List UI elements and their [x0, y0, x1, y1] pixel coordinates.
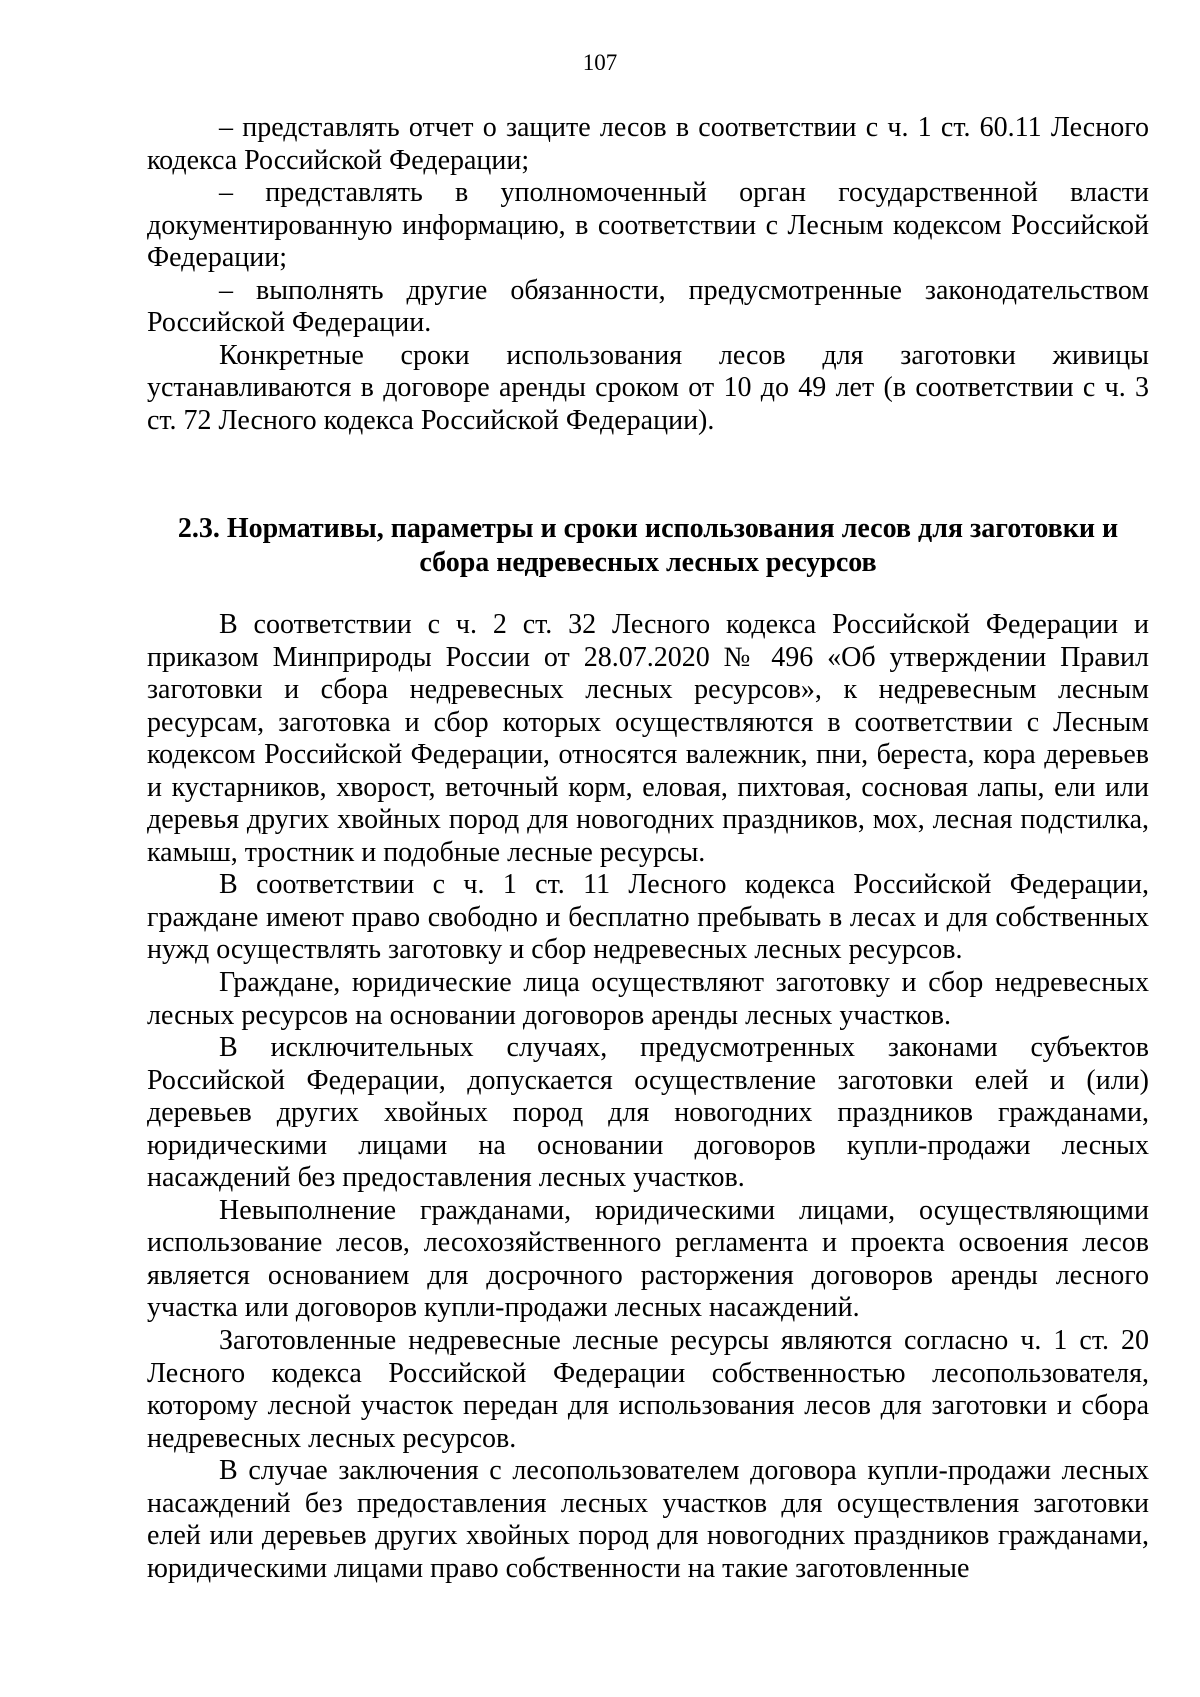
paragraph: В исключительных случаях, предусмотренных законами субъектов Российской Федерации, допускается осуществление заготовки елей и (или) деревьев других хвойных пород для новогодних праздников гражданами, юридическими лицами на основании договоров купли-продажи лесных насаждений без предоставления лесных участков.	[147, 1032, 1149, 1194]
paragraph: В случае заключения с лесопользователем договора купли-продажи лесных насаждений без предоставления лесных участков для осуществления заготовки елей или деревьев других хвойных пород для новогодних праздников гражданами, юридическими лицами право собственности на такие заготовленные	[147, 1455, 1149, 1584]
section-heading: 2.3. Нормативы, параметры и сроки использования лесов для заготовки и сбора недревесных лесных ресурсов	[177, 513, 1119, 578]
list-item: – представлять отчет о защите лесов в соответствии с ч. 1 ст. 60.11 Лесного кодекса Российской Федерации;	[147, 112, 1149, 176]
list-item: – выполнять другие обязанности, предусмотренные законодательством Российской Федерации.	[147, 274, 1149, 338]
paragraph: Невыполнение гражданами, юридическими лицами, осуществляющими использование лесов, лесохозяйственного регламента и проекта освоения лесов является основанием для досрочного расторжения договоров аренды лесного участка или договоров купли-продажи лесных насаждений.	[147, 1194, 1149, 1324]
paragraph: В соответствии с ч. 2 ст. 32 Лесного кодекса Российской Федерации и приказом Минприроды России от 28.07.2020 № 496 «Об утверждении Правил заготовки и сбора недревесных лесных ресурсов», к недревесным лесным ресурсам, заготовка и сбор которых осуществляются в соответствии с Лесным кодексом Российской Федерации, относятся валежник, пни, береста, кора деревьев и кустарников, хворост, веточный корм, еловая, пихтовая, сосновая лапы, ели или деревья других хвойных пород для новогодних праздников, мох, лесная подстилка, камыш, тростник и подобные лесные ресурсы.	[147, 609, 1149, 868]
obligations-list	[147, 112, 1149, 437]
section-heading-block	[147, 512, 1149, 580]
section-body	[147, 609, 1149, 1585]
paragraph: Граждане, юридические лица осуществляют заготовку и сбор недревесных лесных ресурсов на основании договоров аренды лесных участков.	[147, 967, 1149, 1031]
page-number: 107	[582, 50, 618, 75]
paragraph: В соответствии с ч. 1 ст. 11 Лесного кодекса Российской Федерации, граждане имеют право свободно и бесплатно пребывать в лесах и для собственных нужд осуществлять заготовку и сбор недревесных лесных ресурсов.	[147, 869, 1149, 966]
paragraph: Заготовленные недревесные лесные ресурсы являются согласно ч. 1 ст. 20 Лесного кодекса Российской Федерации собственностью лесопользователя, которому лесной участок передан для использования лесов для заготовки и сбора недревесных лесных ресурсов.	[147, 1325, 1149, 1454]
intro-paragraph: Конкретные сроки использования лесов для заготовки живицы устанавливаются в договоре аренды сроком от 10 до 49 лет (в соответствии с ч. 3 ст. 72 Лесного кодекса Российской Федерации).	[147, 339, 1149, 436]
list-item: – представлять в уполномоченный орган государственной власти документированную информацию, в соответствии с Лесным кодексом Российской Федерации;	[147, 177, 1149, 273]
